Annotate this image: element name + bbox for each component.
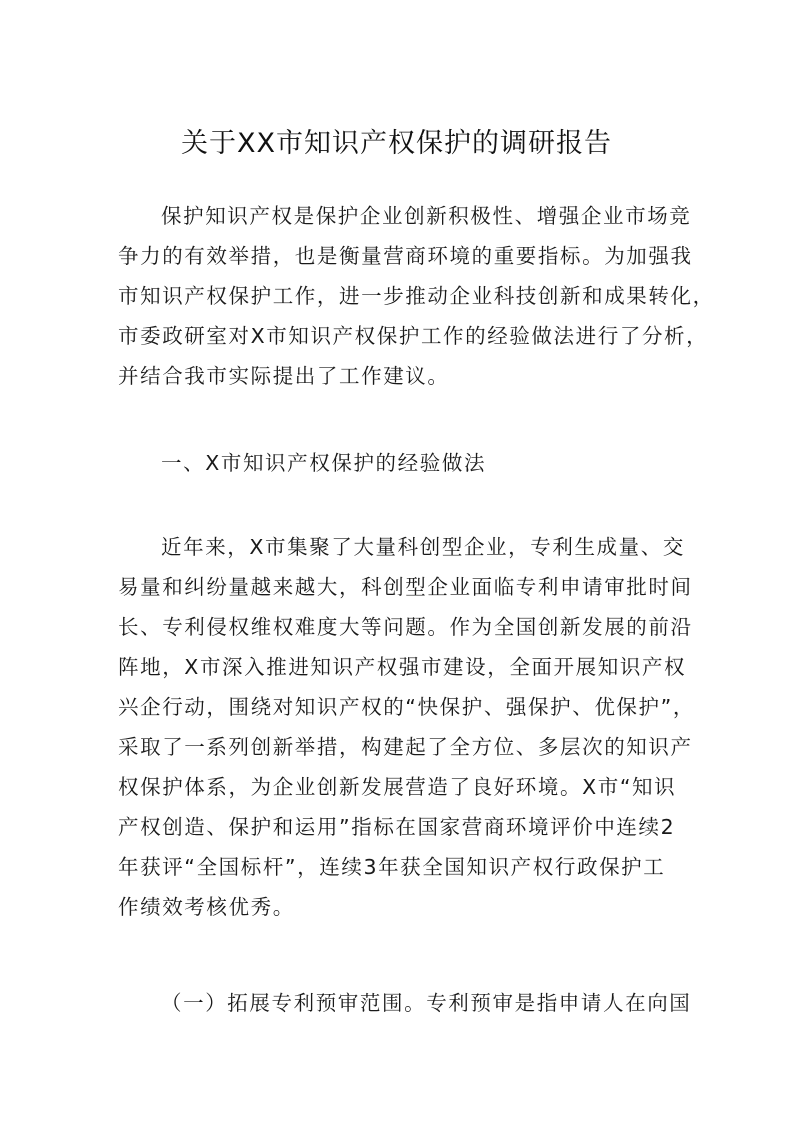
paragraph-line: 市知识产权保护工作，进一步推动企业科技创新和成果转化， xyxy=(118,284,715,308)
section-heading xyxy=(118,443,683,483)
paragraph-line: 易量和纠纷量越来越大，科创型企业面临专利申请审批时间 xyxy=(118,575,693,599)
paragraph-line: 年获评“全国标杆”，连续3年获全国知识产权行政保护工 xyxy=(118,855,666,879)
paragraph-line: 市委政研室对X市知识产权保护工作的经验做法进行了分析， xyxy=(118,324,709,348)
paragraph-line: 长、专利侵权维权难度大等问题。作为全国创新发展的前沿 xyxy=(118,615,693,639)
paragraph-line: 争力的有效举措，也是衡量营商环境的重要指标。为加强我 xyxy=(118,244,693,268)
paragraph-line: 作绩效考核优秀。 xyxy=(118,895,295,919)
paragraph-line: 近年来，X市集聚了大量科创型企业，专利生成量、交 xyxy=(161,535,685,559)
paragraph-line: 并结合我市实际提出了工作建议。 xyxy=(118,364,450,388)
paragraph-line: 权保护体系，为企业创新发展营造了良好环境。X市“知识 xyxy=(118,775,677,799)
subsection-paragraph xyxy=(118,983,692,1023)
paragraph-line: 保护知识产权是保护企业创新积极性、增强企业市场竞 xyxy=(161,204,692,228)
paragraph-line: 兴企行动，围绕对知识产权的“快保护、强保护、优保护”， xyxy=(118,695,695,719)
paragraph-line: 产权创造、保护和运用”指标在国家营商环境评价中连续2 xyxy=(118,815,676,839)
section-heading-text: 一、X市知识产权保护的经验做法 xyxy=(161,451,487,475)
paragraph-line: 阵地，X市深入推进知识产权强市建设，全面开展知识产权 xyxy=(118,655,687,679)
intro-paragraph xyxy=(118,196,715,396)
paragraph-line: 采取了一系列创新举措，构建起了全方位、多层次的知识产 xyxy=(118,735,693,759)
paragraph-line: （一）拓展专利预审范围。专利预审是指申请人在向国 xyxy=(161,991,692,1015)
document-title: 关于XX市知识产权保护的调研报告 xyxy=(181,128,612,159)
experience-paragraph xyxy=(118,527,695,927)
